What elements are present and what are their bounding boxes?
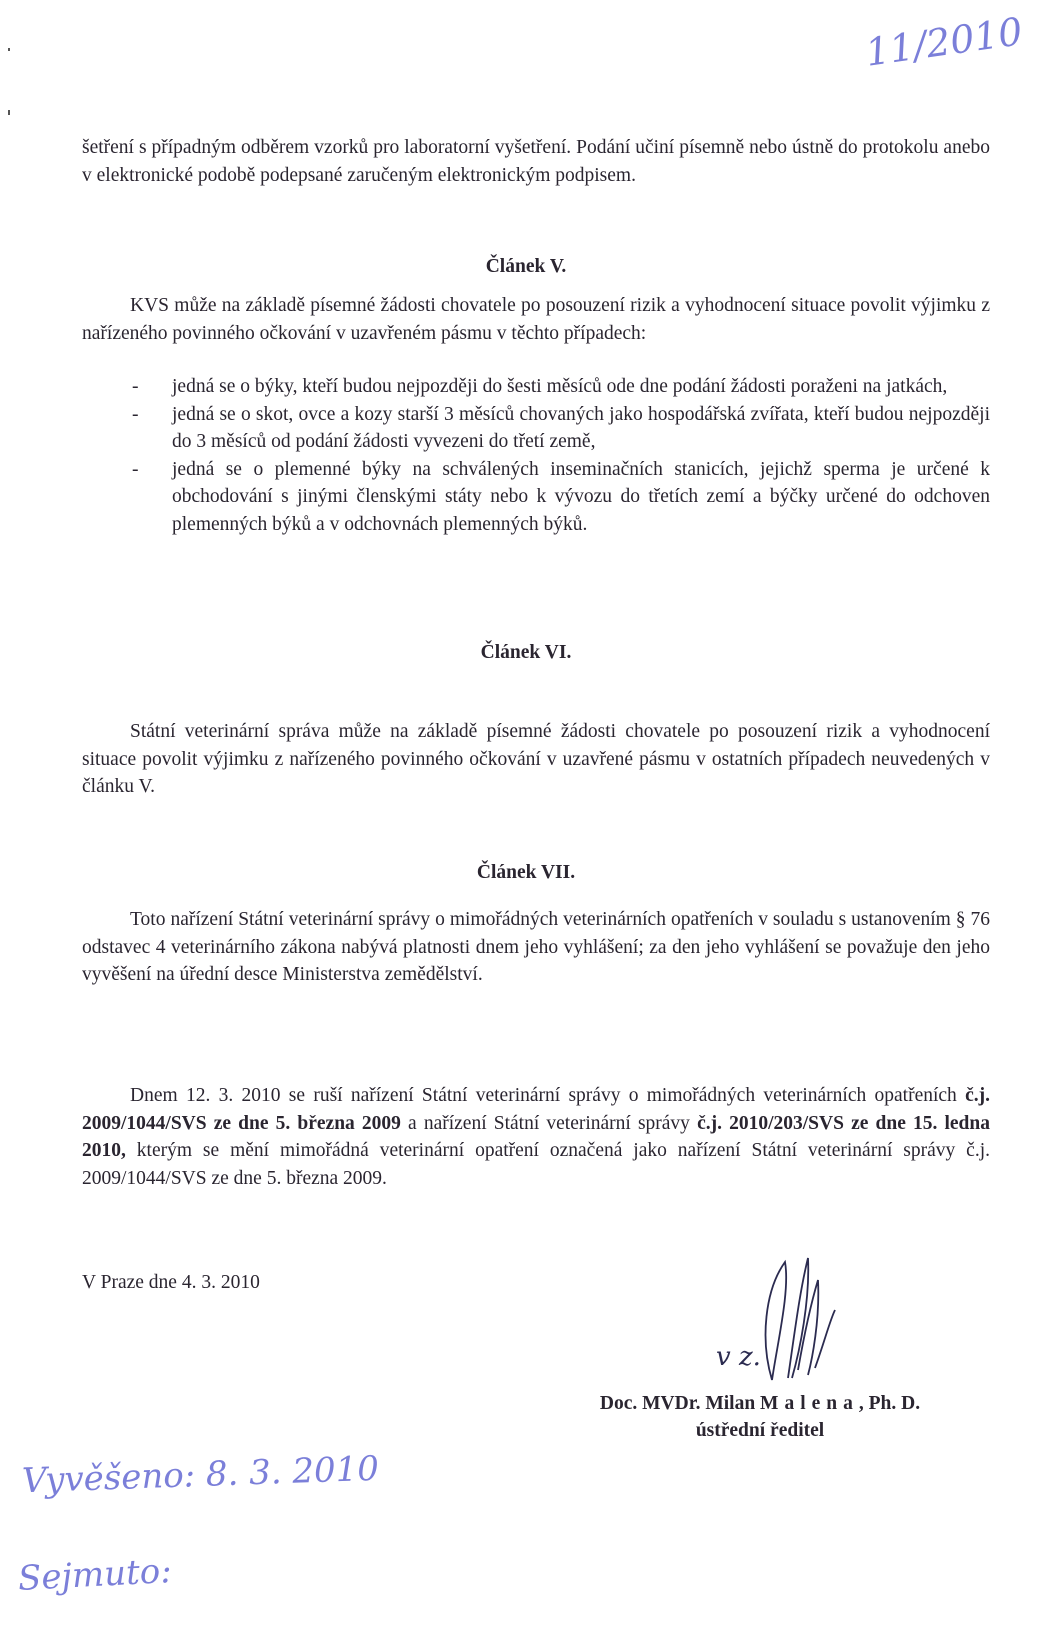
list-item-text: jedná se o skot, ovce a kozy starší 3 měsíců chovaných jako hospodářská zvířata, kteří budou nejpozději do 3 měsíců od podání žádosti vyvezeni do třetí země, — [172, 403, 990, 452]
list-dash: - — [132, 458, 139, 480]
signatory-name — [545, 1390, 975, 1417]
handwritten-posted-note: Vyvěšeno: 8. 3. 2010 — [21, 1448, 380, 1502]
intro-paragraph: šetření s případným odběrem vzorků pro laboratorní vyšetření. Podání učiní písemně nebo ústně do protokolu anebo v elektronické podobě podepsané zaručeným elektronickým podpisem. — [82, 137, 990, 186]
signatory-title: Doc. MVDr. Milan — [599, 1393, 761, 1414]
signatory-surname: Malena — [760, 1393, 859, 1414]
repeal-text-1: Dnem 12. 3. 2010 se ruší nařízení Státní veterinární správy o mimořádných veterinárních opatřeních — [130, 1085, 966, 1106]
list-dash: - — [132, 403, 139, 425]
list-item-text: jedná se o plemenné býky na schválených inseminačních stanicích, jejichž sperma je určené k obchodování s jinými členskými státy nebo k vývozu do třetích zemí a býčky určené do odchoven plemenných býků a v odchovnách plemenných býků. — [172, 458, 990, 535]
article-7-heading: Článek VII. — [476, 862, 576, 883]
repeal-text-3: kterým se mění mimořádná veterinární opatření označená jako nařízení Státní veterinární správy č.j. 2009/1044/SVS ze dne 5. března 2009. — [82, 1140, 990, 1189]
repeal-ref-1: č.j. 2009/1044/SVS ze dne 5. března 2009 — [82, 1085, 990, 1134]
signatory-position: ústřední ředitel — [695, 1420, 825, 1441]
article-5-list — [132, 373, 990, 538]
scan-speck — [8, 48, 10, 51]
repeal-paragraph — [82, 1082, 990, 1192]
article-5-paragraph: KVS může na základě písemné žádosti chovatele po posouzení rizik a vyhodnocení situace povolit výjimku z nařízeného povinného očkování v uzavřeném pásmu v těchto případech: — [82, 295, 990, 344]
list-dash: - — [132, 376, 139, 397]
repeal-text-2: a nařízení Státní veterinární správy — [400, 1112, 698, 1134]
article-7-paragraph: Toto nařízení Státní veterinární správy o mimořádných veterinárních opatřeních v souladu s ustanovením § 76 odstavec 4 veterinárního zákona nabývá platnosti dnem jeho vyhlášení; za den jeho vyhlášení se považuje den jeho vyvěšení na úřední desce Ministerstva zemědělství. — [82, 909, 990, 985]
list-item — [132, 401, 990, 456]
place-and-date: V Praze dne 4. 3. 2010 — [82, 1272, 260, 1293]
repeal-ref-2: č.j. 2010/203/SVS ze dne 15. ledna 2010, — [82, 1112, 990, 1161]
scan-speck — [8, 110, 10, 115]
article-6-heading: Článek VI. — [480, 642, 572, 663]
article-6-paragraph: Státní veterinární správa může na základě písemné žádosti chovatele po posouzení rizik a vyhodnocení situace povolit výjimku z nařízeného povinného očkování v uzavřené pásmu v ostatních případech neuvedených v článku V. — [82, 721, 990, 797]
handwritten-document-number: 11/2010 — [862, 9, 1026, 75]
signature-on-behalf: v z. — [716, 1342, 761, 1372]
list-item — [132, 456, 990, 539]
handwritten-removed-note: Sejmuto: — [17, 1551, 173, 1599]
signatory-suffix: , Ph. D. — [858, 1393, 921, 1414]
list-item — [132, 373, 990, 401]
article-5-heading: Článek V. — [485, 256, 567, 277]
signatory-block — [545, 1390, 975, 1444]
list-item-text: jedná se o býky, kteří budou nejpozději do šesti měsíců ode dne podání žádosti poraženi na jatkách, — [172, 376, 948, 397]
